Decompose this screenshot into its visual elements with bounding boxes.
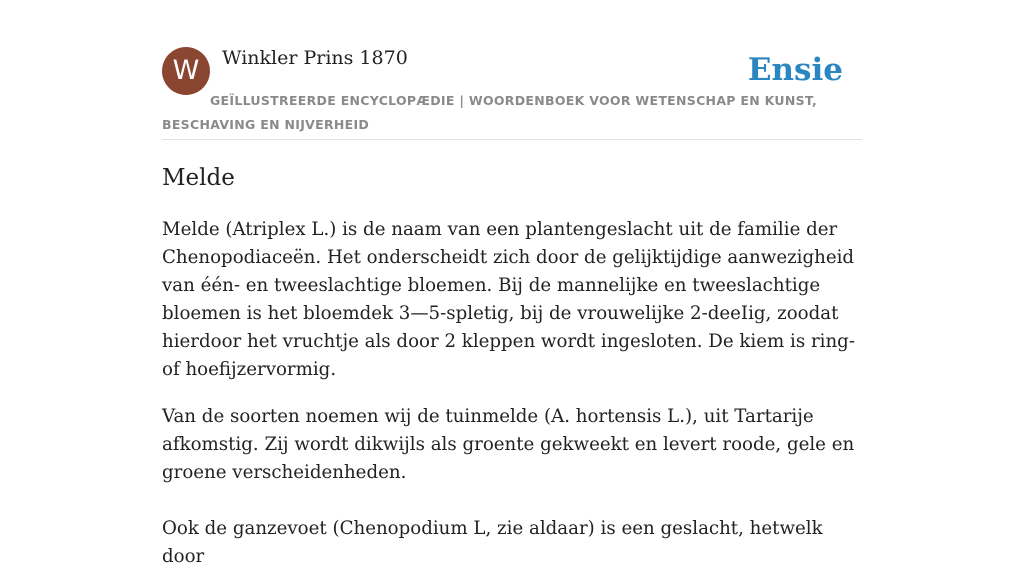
entry-title: Melde [162,165,235,191]
header-divider [162,139,862,140]
article-paragraph: Melde (Atriplex L.) is de naam van een plantengeslacht uit de familie der Chenopodiaceën. Het onderscheidt zich door de gelijktijdige aanwezigheid van één- en tweeslachtige bloemen. Bij de mannelijke en tweeslachtige bloemen is het bloemdek 3—5-spletig, bij de vrouwelijke 2-deeIig, zoodat hierdoor het vruchtje als door 2 kleppen wordt ingesloten. De kiem is ring- of hoefijzervormig. [162,219,855,380]
avatar[interactable]: W [162,47,210,95]
article-paragraph: Ook de ganzevoet (Chenopodium L, zie aldaar) is een geslacht, hetwelk door [162,518,823,567]
ensie-logo[interactable]: Ensie [747,52,843,88]
article-body [162,216,867,571]
article-paragraph: Van de soorten noemen wij de tuinmelde (A. hortensis L.), uit Tartarije afkomstig. Zij wordt dikwijls als groente gekweekt en levert roode, gele en groene verscheidenheden. [162,406,855,483]
source-subtitle: GEÏLLUSTREERDE ENCYCLOPÆDIE | WOORDENBOEK VOOR WETENSCHAP EN KUNST, BESCHAVING EN NIJVERHEID [162,93,818,132]
site-title[interactable]: Winkler Prins 1870 [222,47,408,69]
